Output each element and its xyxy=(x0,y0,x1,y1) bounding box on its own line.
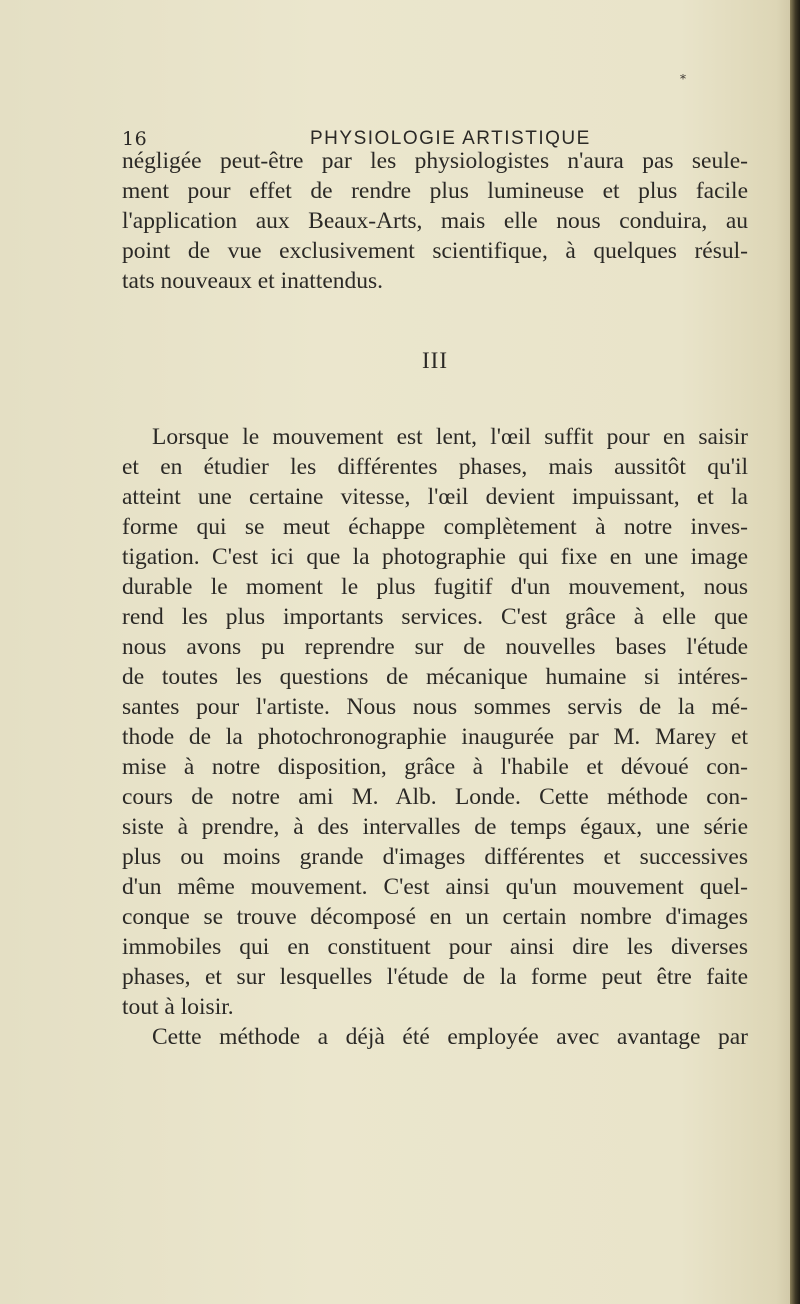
text-line: de toutes les questions de mécanique humaine si intéres- xyxy=(122,664,748,690)
text-line: cours de notre ami M. Alb. Londe. Cette méthode con- xyxy=(122,784,748,810)
text-line: durable le moment le plus fugitif d'un mouvement, nous xyxy=(122,574,748,600)
print-mark: ⁎ xyxy=(680,68,686,82)
text-line: rend les plus importants services. C'est grâce à elle que xyxy=(122,604,748,630)
page-number: 16 xyxy=(122,128,148,150)
section-heading: III xyxy=(422,348,448,373)
main-paragraph xyxy=(122,422,748,1022)
text-line: nous avons pu reprendre sur de nouvelles bases l'étude xyxy=(122,634,748,660)
text-line: et en étudier les différentes phases, mais aussitôt qu'il xyxy=(122,454,748,480)
text-block xyxy=(122,146,748,1052)
text-line: forme qui se meut échappe complètement à notre inves- xyxy=(122,514,748,540)
text-line: négligée peut-être par les physiologistes n'aura pas seule- xyxy=(122,148,748,174)
text-line: phases, et sur lesquelles l'étude de la forme peut être faite xyxy=(122,964,748,990)
text-line: l'application aux Beaux-Arts, mais elle nous conduira, au xyxy=(122,208,748,234)
page-edge-shadow xyxy=(790,0,800,1304)
text-line: Cette méthode a déjà été employée avec avantage par xyxy=(152,1024,748,1050)
text-line: d'un même mouvement. C'est ainsi qu'un mouvement quel- xyxy=(122,874,748,900)
text-line: tats nouveaux et inattendus. xyxy=(122,268,384,294)
text-line: mise à notre disposition, grâce à l'habile et dévoué con- xyxy=(122,754,748,780)
text-line: point de vue exclusivement scientifique, à quelques résul- xyxy=(122,238,748,264)
text-line: atteint une certaine vitesse, l'œil devient impuissant, et la xyxy=(122,484,748,510)
closing-paragraph xyxy=(122,1022,748,1052)
running-title: PHYSIOLOGIE ARTISTIQUE xyxy=(310,128,591,149)
text-line: ment pour effet de rendre plus lumineuse et plus facile xyxy=(122,178,748,204)
opening-paragraph xyxy=(122,146,748,296)
text-line: plus ou moins grande d'images différentes et successives xyxy=(122,844,748,870)
text-line: thode de la photochronographie inaugurée par M. Marey et xyxy=(122,724,748,750)
text-line: immobiles qui en constituent pour ainsi dire les diverses xyxy=(122,934,748,960)
text-line: santes pour l'artiste. Nous nous sommes servis de la mé- xyxy=(122,694,748,720)
text-line: siste à prendre, à des intervalles de temps égaux, une série xyxy=(122,814,748,840)
text-line: tigation. C'est ici que la photographie qui fixe en une image xyxy=(122,544,748,570)
text-line: conque se trouve décomposé en un certain nombre d'images xyxy=(122,904,748,930)
text-line: Lorsque le mouvement est lent, l'œil suffit pour en saisir xyxy=(152,424,748,450)
text-line: tout à loisir. xyxy=(122,994,234,1020)
